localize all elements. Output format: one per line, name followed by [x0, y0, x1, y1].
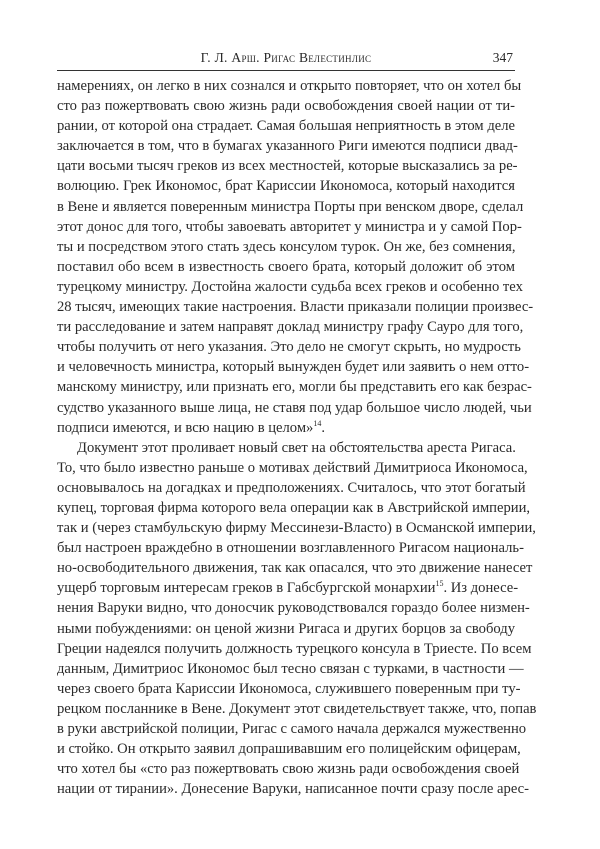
text-line: в Вене и является поверенным министра Порты при венском дворе, сделал [57, 198, 524, 215]
paragraph-1 [57, 76, 534, 438]
text-line: рании, от которой она страдает. Самая большая неприятность в этом деле [57, 118, 515, 135]
text-line: и стойко. Он открыто заявил допрашивавшим его полицейским офицерам, [57, 741, 521, 758]
text-fragment: . Из донесе- [443, 580, 519, 597]
text-line: сто раз пожертвовать свою жизнь ради освобождения своей нации от ти- [57, 98, 515, 115]
text-line: купец, торговая фирма которого вела операции как в Австрийской империи, [57, 499, 531, 516]
text-fragment: . [321, 419, 326, 436]
footnote-ref-14[interactable]: 14 [313, 418, 322, 428]
text-line: нации от тирании». Донесение Варуки, написанное почти сразу после арес- [57, 781, 530, 798]
text-line: в руки австрийской полиции, Ригас с самого начала держался мужественно [57, 721, 527, 737]
text-line: так и (через стамбульскую фирму Мессинези-Власто) в Османской империи, [57, 520, 536, 537]
text-line: ты и посредством этого стать здесь консулом турок. Он же, без сомнения, [57, 238, 516, 255]
text-line: и человечность министра, который вынужден будет или заявить о нем отто- [57, 359, 530, 376]
running-header [57, 48, 515, 71]
text-line: цати восьми тысяч греков из всех местностей, которые высказались за ре- [57, 158, 518, 175]
text-line: турецкому министру. Достойна жалости судьба всех греков и особенно тех [57, 278, 523, 295]
text-fragment: ущерб торговым интересам греков в Габсбургской монархии [57, 580, 436, 597]
text-line: поставил обо всем в известность своего брата, который доложит об этом [57, 258, 515, 275]
text-line: судство указанного выше лица, не ставя под удар большое число людей, чьи [57, 399, 532, 416]
text-line: основывалось на догадках и предположениях. Считалось, что этот богатый [57, 479, 526, 496]
text-line [57, 418, 515, 438]
text-line: 28 тысяч, имеющих такие настроения. Власти приказали полиции произвес- [57, 299, 534, 316]
text-line [57, 578, 519, 598]
text-line: Документ этот проливает новый свет на обстоятельства ареста Ригаса. [77, 439, 516, 456]
text-line: через своего брата Кариссии Икономоса, служившего поверенным при ту- [57, 680, 521, 697]
text-line: ными побуждениями: он ценой жизни Ригаса и других борцов за свободу [57, 620, 515, 637]
text-line: волюцию. Грек Икономос, брат Кариссии Икономоса, который находится [57, 178, 515, 195]
page-number: 347 [492, 50, 513, 65]
text-line: что хотел бы «сто раз пожертвовать свою жизнь ради освобождения своей [57, 761, 520, 778]
paragraph-2 [57, 438, 537, 800]
text-line: Греции надеялся получить должность турецкого консула в Триесте. По всем [57, 640, 532, 657]
text-line: чтобы получить от него указания. Это дело не смогут скрыть, но мудрость [57, 339, 521, 356]
text-line: намерениях, он легко в них сознался и открыто повторяет, что он хотел бы [57, 78, 522, 94]
text-line: нения Варуки видно, что доносчик руководствовался гораздо более низмен- [57, 600, 530, 617]
text-line: ти расследование и затем направят доклад министру графу Сауро для того, [57, 319, 524, 336]
text-fragment: подписи имеются, и всю нацию в целом» [57, 419, 314, 436]
footnote-ref-15[interactable]: 15 [435, 579, 444, 589]
text-line: но-освободительного движения, так как опасался, что это движение нанесет [57, 560, 533, 577]
text-line: был настроен враждебно в отношении возглавленного Ригасом националь- [57, 540, 524, 557]
text-line: данным, Димитриос Икономос был тесно связан с турками, в частности — [57, 660, 524, 677]
text-line: То, что было известно раньше о мотивах действий Димитриоса Икономоса, [57, 459, 528, 476]
text-line: этот донос для того, чтобы завоевать авторитет у министра и у самой Пор- [57, 218, 522, 235]
page-body [57, 76, 537, 799]
text-line: заключается в том, что в бумагах указанного Риги имеются подписи двад- [57, 138, 518, 155]
text-line: манскому министру, или признать его, могли бы представить его как безрас- [57, 379, 532, 396]
text-line: рецком посланнике в Вене. Документ этот свидетельствует также, что, попав [57, 700, 537, 717]
running-title: Г. Л. Арш. Ригас Велестинлис [200, 50, 372, 65]
